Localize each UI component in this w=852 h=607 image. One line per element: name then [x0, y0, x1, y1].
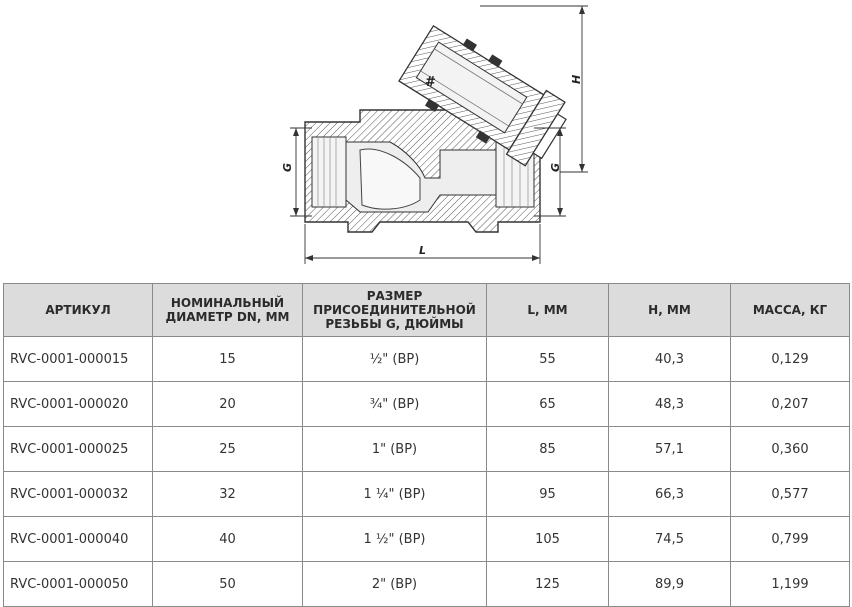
cell-thread: ½" (ВР)	[303, 337, 487, 382]
cell-thread: ¾" (ВР)	[303, 382, 487, 427]
header-line: ПРИСОЕДИНИТЕЛЬНОЙ	[313, 303, 476, 317]
cell-mass: 0,577	[731, 472, 850, 517]
header-line: H, ММ	[648, 303, 691, 317]
dimension-g-left-label: G	[281, 162, 294, 172]
cell-length: 95	[487, 472, 609, 517]
cell-thread: 2" (ВР)	[303, 562, 487, 607]
dimension-h-label: H	[570, 74, 583, 84]
cell-article: RVC-0001-000050	[4, 562, 153, 607]
hash-mark-label: #	[425, 75, 436, 90]
table-row	[4, 562, 850, 607]
valve-technical-drawing	[0, 0, 852, 280]
cell-dn: 20	[153, 382, 303, 427]
header-line: РАЗМЕР	[366, 289, 423, 303]
table-header	[4, 284, 850, 337]
specification-table	[3, 283, 850, 607]
cell-dn: 32	[153, 472, 303, 517]
header-length	[487, 284, 609, 337]
table-row	[4, 337, 850, 382]
table-row	[4, 427, 850, 472]
cell-height: 40,3	[609, 337, 731, 382]
cell-height: 89,9	[609, 562, 731, 607]
header-nominal-diameter	[153, 284, 303, 337]
header-line: НОМИНАЛЬНЫЙ	[170, 296, 285, 310]
cell-thread: 1" (ВР)	[303, 427, 487, 472]
header-article	[4, 284, 153, 337]
table-row	[4, 472, 850, 517]
cell-height: 66,3	[609, 472, 731, 517]
cell-mass: 0,207	[731, 382, 850, 427]
dimension-l-label: L	[419, 244, 427, 257]
cell-article: RVC-0001-000025	[4, 427, 153, 472]
cell-mass: 0,360	[731, 427, 850, 472]
header-line: РЕЗЬБЫ G, ДЮЙМЫ	[325, 317, 464, 331]
table-body	[4, 337, 850, 607]
cell-height: 74,5	[609, 517, 731, 562]
cell-mass: 0,129	[731, 337, 850, 382]
cell-length: 85	[487, 427, 609, 472]
cell-dn: 50	[153, 562, 303, 607]
table-row	[4, 382, 850, 427]
cell-article: RVC-0001-000015	[4, 337, 153, 382]
dimension-g-right-label: G	[549, 162, 562, 172]
header-height	[609, 284, 731, 337]
cell-height: 57,1	[609, 427, 731, 472]
cell-length: 105	[487, 517, 609, 562]
cell-dn: 15	[153, 337, 303, 382]
cell-length: 65	[487, 382, 609, 427]
cell-length: 55	[487, 337, 609, 382]
cell-article: RVC-0001-000040	[4, 517, 153, 562]
header-mass	[731, 284, 850, 337]
cell-thread: 1 ½" (ВР)	[303, 517, 487, 562]
cell-dn: 25	[153, 427, 303, 472]
cell-mass: 1,199	[731, 562, 850, 607]
cell-mass: 0,799	[731, 517, 850, 562]
header-line: МАССА, КГ	[752, 303, 828, 317]
cell-thread: 1 ¼" (ВР)	[303, 472, 487, 517]
table-row	[4, 517, 850, 562]
cell-article: RVC-0001-000032	[4, 472, 153, 517]
valve-section-svg	[0, 0, 852, 280]
header-row	[4, 284, 850, 337]
header-line: АРТИКУЛ	[45, 303, 111, 317]
cell-article: RVC-0001-000020	[4, 382, 153, 427]
header-thread-size	[303, 284, 487, 337]
cell-dn: 40	[153, 517, 303, 562]
header-line: L, ММ	[527, 303, 568, 317]
cell-height: 48,3	[609, 382, 731, 427]
cell-length: 125	[487, 562, 609, 607]
header-line: ДИАМЕТР DN, ММ	[165, 310, 290, 324]
